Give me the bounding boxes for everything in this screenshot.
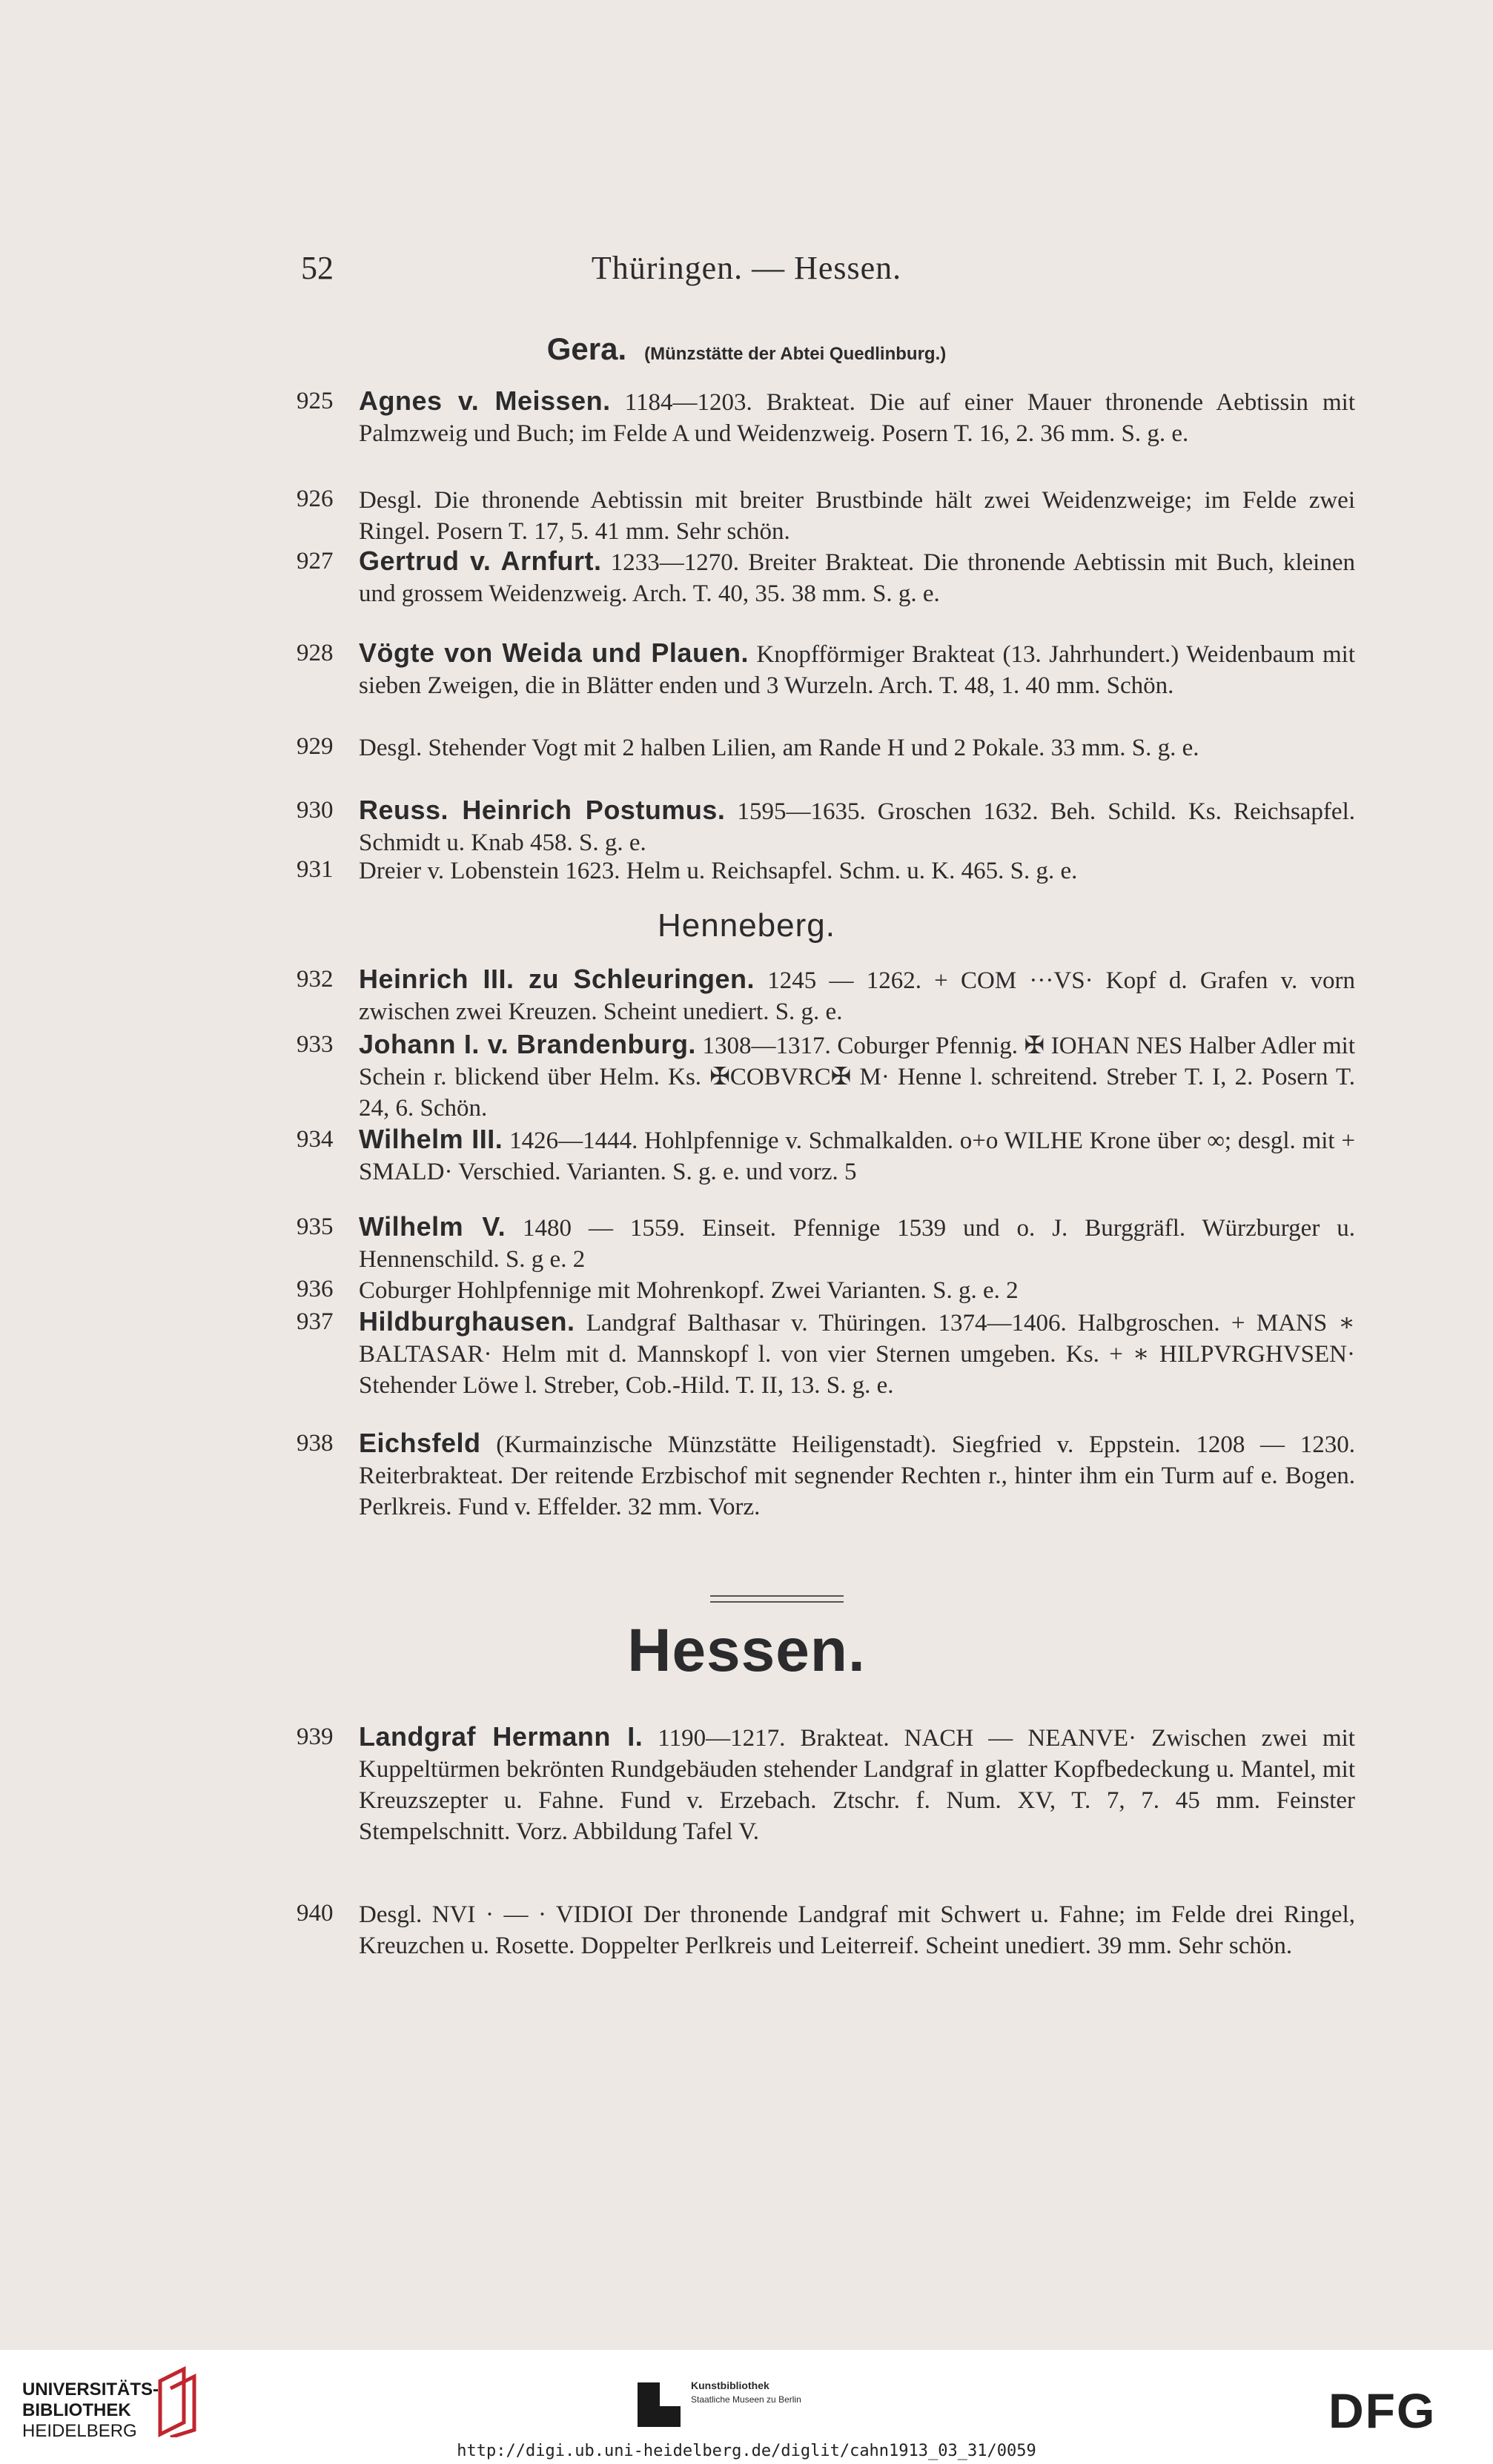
kunstbibliothek-mark-icon <box>638 2382 681 2427</box>
entry-body: Desgl. Stehender Vogt mit 2 halben Lilien, am Rande H und 2 Pokale. 33 mm. S. g. e. <box>359 735 1199 761</box>
entry-number: 925 <box>297 388 334 414</box>
entry-text <box>359 1029 1355 1124</box>
entry-body: 1595—1635. Groschen 1632. Beh. Schild. Ks. Reichsapfel. Schmidt u. Knab 458. S. g. e. <box>359 798 1355 856</box>
entry-text <box>359 637 1355 701</box>
entry-heading: Vögte von Weida und Plauen. <box>359 637 749 668</box>
kb-line-1: Kunstbibliothek <box>691 2379 769 2391</box>
section-heading-gera <box>0 331 1493 367</box>
section-title: Gera. <box>546 331 627 366</box>
entry-body: Knopfförmiger Brakteat (13. Jahrhundert.) Weidenbaum mit sieben Zweigen, die in Blätter enden und 3 Wurzeln. Arch. T. 48, 1. 40 mm. Schön. <box>359 641 1355 699</box>
dfg-logo: DFG <box>1328 2383 1437 2438</box>
kb-line-2: Staatliche Museen zu Berlin <box>691 2394 801 2405</box>
entry-text <box>359 1124 1355 1188</box>
entry-number: 927 <box>297 548 334 574</box>
entry-body: 1184—1203. Brakteat. Die auf einer Mauer thronende Aebtissin mit Palmzweig und Buch; im Felde A und Weidenzweig. Posern T. 16, 2. 36 mm. S. g. e. <box>359 389 1356 447</box>
ub-line-3: HEIDELBERG <box>22 2421 137 2441</box>
entry-heading: Hildburghausen. <box>359 1306 575 1337</box>
entry-body: 1480 — 1559. Einseit. Pfennige 1539 und o. J. Burggräfl. Würzburger u. Hennenschild. S. g e. 2 <box>359 1215 1355 1273</box>
entry-text <box>359 1898 1355 1961</box>
entry-body: 1426—1444. Hohlpfennige v. Schmalkalden. o+o WILHE Krone über ∞; desgl. mit + SMALD· Verschied. Varianten. S. g. e. und vorz. 5 <box>359 1127 1356 1185</box>
entry-number: 934 <box>297 1126 334 1153</box>
entry-body: Desgl. Die thronende Aebtissin mit breiter Brustbinde hält zwei Weidenzweige; im Felde zwei Ringel. Posern T. 17, 5. 41 mm. Sehr schön. <box>359 487 1355 545</box>
entry-body: 1308—1317. Coburger Pfennig. ✠ IOHAN NES Halber Adler mit Schein r. blickend über Helm. Ks. ✠COBVRC✠ M· Henne l. schreitend. Streber T. I, 2. Posern T. 24, 6. Schön. <box>359 1033 1355 1122</box>
entry-text <box>359 483 1355 547</box>
entry-heading: Wilhelm III. <box>359 1124 503 1154</box>
entry-number: 932 <box>297 966 334 993</box>
page-number: 52 <box>301 250 334 286</box>
entry-number: 929 <box>297 733 334 760</box>
entry-number: 936 <box>297 1276 334 1302</box>
entry-heading: Heinrich III. zu Schleuringen. <box>359 964 755 994</box>
entry-number: 926 <box>297 486 334 512</box>
entry-number: 937 <box>297 1308 334 1335</box>
entry-body: (Kurmainzische Münzstätte Heiligenstadt). Siegfried v. Eppstein. 1208 — 1230. Reiterbrakteat. Der reitende Erzbischof mit segnender Rechten r., hinter ihm ein Turm auf e. Bogen. Perlkreis. Fund v. Effelder. 32 mm. Vorz. <box>359 1431 1355 1520</box>
entry-heading: Reuss. Heinrich Postumus. <box>359 795 726 825</box>
entry-body: 1233—1270. Breiter Brakteat. Die thronende Aebtissin mit Buch, kleinen und grossem Weidenzweig. Arch. T. 40, 35. 38 mm. S. g. e. <box>359 549 1355 607</box>
entry-heading: Landgraf Hermann I. <box>359 1721 643 1752</box>
entry-heading: Gertrud v. Arnfurt. <box>359 546 602 576</box>
running-title: Thüringen. — Hessen. <box>591 250 902 286</box>
entry-heading: Johann I. v. Brandenburg. <box>359 1029 696 1059</box>
entry-body: Dreier v. Lobenstein 1623. Helm u. Reichsapfel. Schm. u. K. 465. S. g. e. <box>359 858 1078 884</box>
entry-number: 935 <box>297 1213 334 1240</box>
entry-body: Desgl. NVI · — · VIDIOI Der thronende Landgraf mit Schwert u. Fahne; im Felde drei Ringel, Kreuzchen u. Rosette. Doppelter Perlkreis und Leiterreif. Scheint unediert. 39 mm. Sehr schön. <box>359 1901 1355 1959</box>
entry-number: 933 <box>297 1031 334 1058</box>
page-header <box>0 249 1493 294</box>
entry-text <box>359 546 1355 609</box>
entry-body: Coburger Hohlpfennige mit Mohrenkopf. Zwei Varianten. S. g. e. 2 <box>359 1277 1019 1304</box>
entry-heading: Eichsfeld <box>359 1428 481 1458</box>
entry-number: 928 <box>297 640 334 666</box>
entry-number: 939 <box>297 1723 334 1750</box>
section-heading-hessen: Hessen. <box>627 1617 866 1684</box>
entry-heading: Wilhelm V. <box>359 1211 506 1242</box>
entry-heading: Agnes v. Meissen. <box>359 385 611 416</box>
section-heading-henneberg: Henneberg. <box>658 907 835 944</box>
entry-text <box>359 854 1355 887</box>
entry-text <box>359 1211 1355 1275</box>
ub-emblem-icon <box>154 2366 202 2437</box>
entry-text <box>359 731 1355 764</box>
entry-text <box>359 1306 1355 1401</box>
section-subtitle: (Münzstätte der Abtei Quedlinburg.) <box>644 344 947 364</box>
footer-bar <box>0 2350 1493 2464</box>
entry-text <box>359 1428 1355 1523</box>
entry-body: 1245 — 1262. + COM ···VS· Kopf d. Grafen v. vorn zwischen zwei Kreuzen. Scheint unediert. S. g. e. <box>359 967 1355 1025</box>
entry-body: 1190—1217. Brakteat. NACH — NEANVE· Zwischen zwei mit Kuppeltürmen bekrönten Rundgebäuden stehender Landgraf in glatter Kopfbedeckung u. Mantel, mit Kreuzszepter u. Fahne. Fund v. Erzebach. Ztschr. f. Num. XV, T. 7, 7. 45 mm. Feinster Stempelschnitt. Vorz. Abbildung Tafel V. <box>359 1725 1355 1845</box>
entry-text <box>359 1721 1355 1847</box>
ub-line-2: BIBLIOTHEK <box>22 2400 131 2420</box>
ub-heidelberg-logo <box>22 2379 159 2442</box>
entry-text <box>359 1274 1355 1306</box>
ub-line-1: UNIVERSITÄTS- <box>22 2379 159 2400</box>
entry-number: 940 <box>297 1900 334 1927</box>
entry-text <box>359 795 1355 858</box>
kunstbibliothek-logo <box>638 2365 890 2436</box>
divider-rule <box>710 1595 844 1597</box>
entry-number: 931 <box>297 856 334 883</box>
entry-body: Landgraf Balthasar v. Thüringen. 1374—1406. Halbgroschen. + MANS ∗ BALTASAR· Helm mit d. Mannskopf l. von vier Sternen umgeben. Ks. + ∗ HILPVRGHVSEN· Stehender Löwe l. Streber, Cob.-Hild. T. II, 13. S. g. e. <box>359 1310 1355 1399</box>
entry-text <box>359 964 1355 1027</box>
entry-number: 930 <box>297 797 334 824</box>
source-url[interactable]: http://digi.ub.uni-heidelberg.de/diglit/cahn1913_03_31/0059 <box>457 2442 1036 2460</box>
entry-number: 938 <box>297 1430 334 1457</box>
divider-rule <box>710 1601 844 1603</box>
entry-text <box>359 385 1355 449</box>
